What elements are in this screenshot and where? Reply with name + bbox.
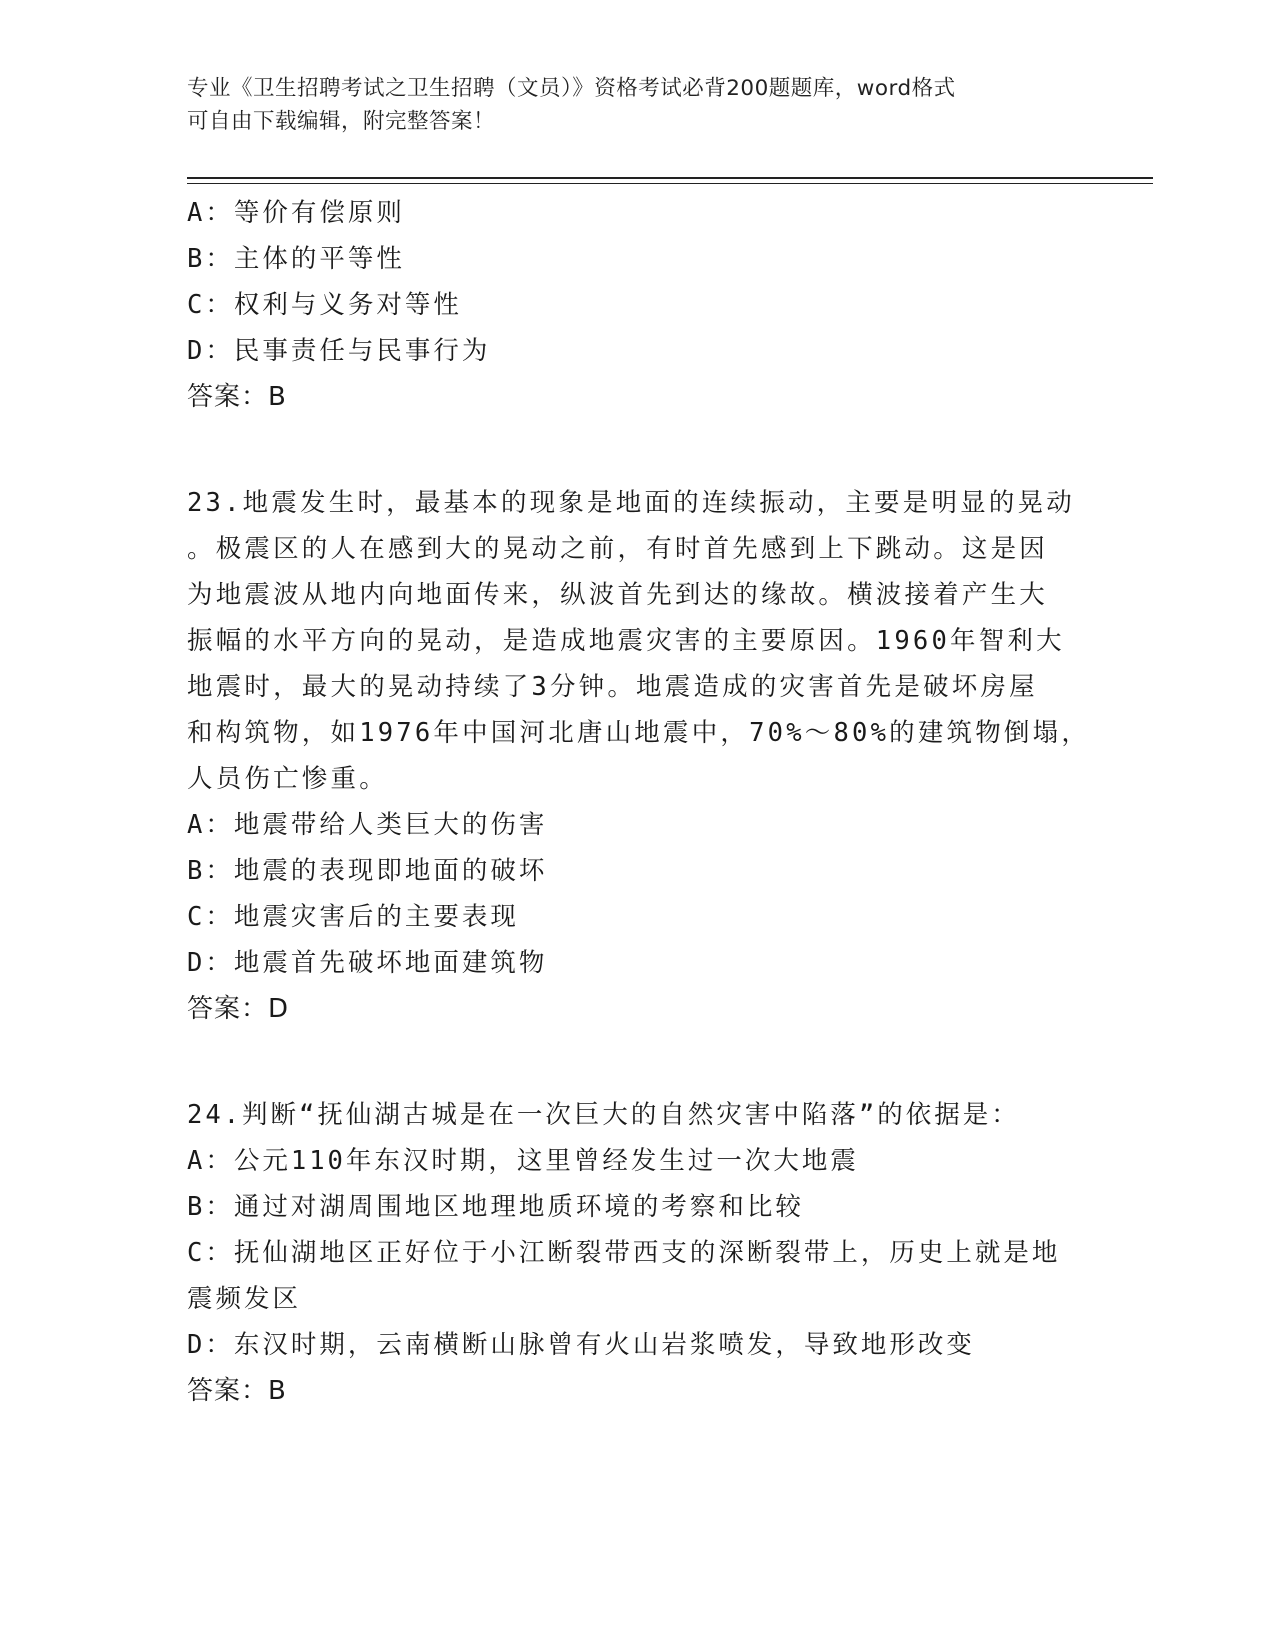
option-d: D：地震首先破坏地面建筑物 (187, 948, 548, 978)
option-c: C：地震灾害后的主要表现 (187, 902, 519, 932)
option-b: B：通过对湖周围地区地理地质环境的考察和比较 (187, 1192, 804, 1222)
question-24 (187, 1092, 1087, 1414)
answer-value: B (268, 1376, 287, 1406)
question-stem (187, 480, 1091, 802)
header-line-1: 专业《卫生招聘考试之卫生招聘（文员）》资格考试必背200题题库，word格式 (187, 76, 956, 101)
answer-label: 答案： (187, 994, 269, 1024)
answer-line (187, 986, 1087, 1032)
question-stem: 24.判断“抚仙湖古城是在一次巨大的自然灾害中陷落”的依据是： (187, 1100, 1020, 1130)
document-body (187, 190, 1091, 1414)
option-d: D：东汉时期，云南横断山脉曾有火山岩浆喷发，导致地形改变 (187, 1330, 975, 1360)
option-a: A：公元110年东汉时期，这里曾经发生过一次大地震 (187, 1146, 859, 1176)
option-a: A：等价有偿原则 (187, 198, 405, 228)
stem-line: 地震时，最大的晃动持续了3分钟。地震造成的灾害首先是破坏房屋 (187, 672, 1038, 702)
option-a: A：地震带给人类巨大的伤害 (187, 810, 548, 840)
option-c-continued: 震频发区 (187, 1284, 302, 1314)
stem-line: 。极震区的人在感到大的晃动之前，有时首先感到上下跳动。这是因 (187, 534, 1049, 564)
stem-line: 振幅的水平方向的晃动，是造成地震灾害的主要原因。1960年智利大 (187, 626, 1065, 656)
question-23 (187, 480, 1091, 1032)
stem-line: 人员伤亡惨重。 (187, 764, 388, 794)
option-b: B：地震的表现即地面的破坏 (187, 856, 548, 886)
answer-value: B (268, 382, 287, 412)
answer-label: 答案： (187, 382, 269, 412)
stem-line: 23.地震发生时，最基本的现象是地面的连续振动，主要是明显的晃动 (187, 488, 1075, 518)
answer-line (187, 374, 1087, 420)
stem-line: 和构筑物，如1976年中国河北唐山地震中，70%～80%的建筑物倒塌， (187, 718, 1091, 748)
option-d: D：民事责任与民事行为 (187, 336, 491, 366)
answer-line (187, 1368, 1087, 1414)
question-22 (187, 190, 1087, 420)
option-c: C：抚仙湖地区正好位于小江断裂带西支的深断裂带上，历史上就是地 (187, 1238, 1061, 1268)
answer-value: D (268, 994, 290, 1024)
option-b: B：主体的平等性 (187, 244, 405, 274)
header-rule-thick (187, 177, 1153, 179)
header-rule-thin (187, 183, 1153, 184)
stem-line: 为地震波从地内向地面传来，纵波首先到达的缘故。横波接着产生大 (187, 580, 1049, 610)
answer-label: 答案： (187, 1376, 269, 1406)
header-line-2: 可自由下载编辑，附完整答案！ (187, 109, 496, 134)
option-c: C：权利与义务对等性 (187, 290, 462, 320)
document-header (187, 72, 1067, 138)
